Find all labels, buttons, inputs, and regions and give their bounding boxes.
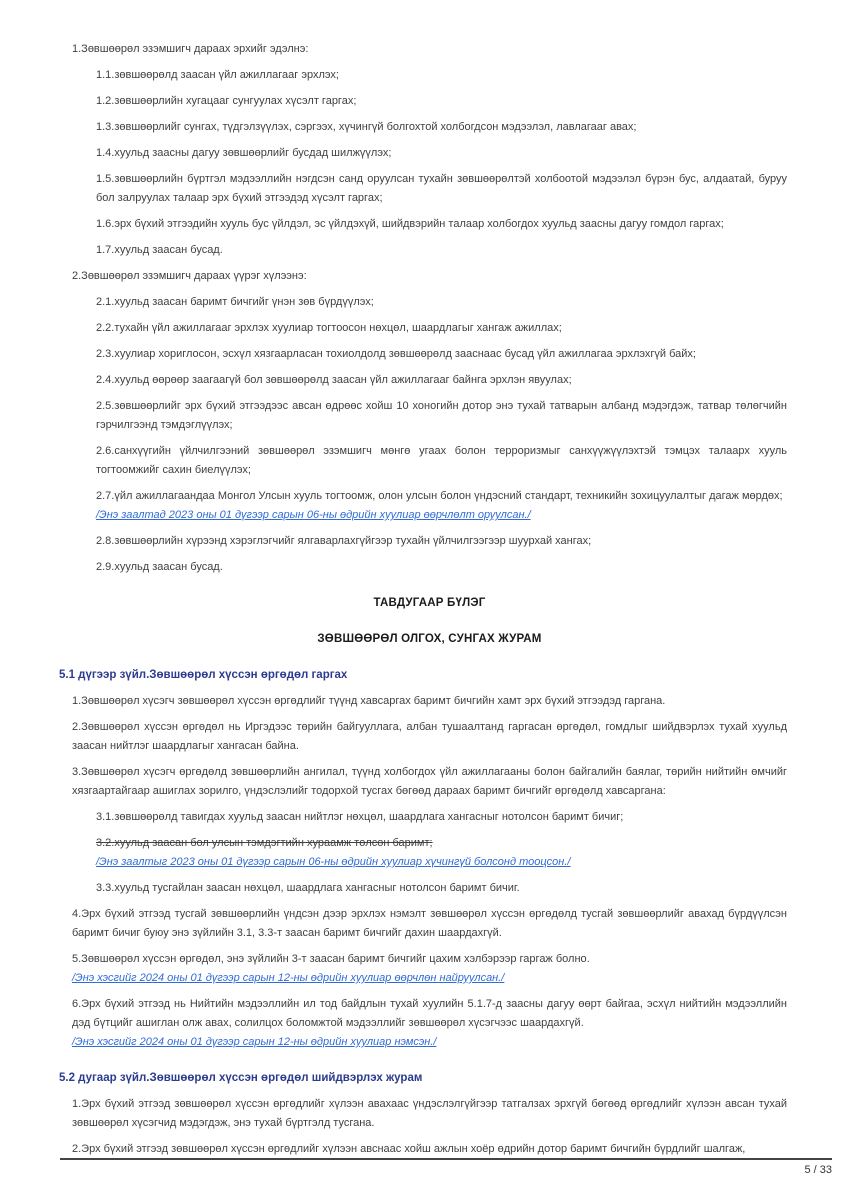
list-item: 2.2.тухайн үйл ажиллагааг эрхлэх хуулиар тогтоосон нөхцөл, шаардлагыг хангаж ажиллах; (96, 322, 562, 334)
amendment-link[interactable]: /Энэ хэсгийг 2024 оны 01 дүгээр сарын 12-ны өдрийн хуулиар нэмсэн./ (72, 1036, 437, 1048)
list-item: 3.1.зөвшөөрөлд тавигдах хуульд заасан нийтлэг нөхцөл, шаардлага хангасныг нотолсон баримт бичиг; (96, 811, 624, 823)
list-item: 1.6.эрх бүхий этгээдийн хууль бус үйлдэл, эс үйлдэхүй, шийдвэрийн талаар холбогдох хуульд заасны дагуу гомдол гаргах; (96, 218, 724, 230)
list-item: 2.5.зөвшөөрлийг эрх бүхий этгээдээс авсан өдрөөс хойш 10 хоногийн дотор энэ тухай татварын албанд мэдэгдэж, татвар төлөгчийн гэрчилгээнд тэмдэглүүлэх; (96, 400, 787, 431)
list-item: 3.3.хуульд тусгайлан заасан нөхцөл, шаардлага хангасныг нотолсон баримт бичиг. (96, 882, 520, 894)
list-item: 2.4.хуульд өөрөөр заагаагүй бол зөвшөөрөлд заасан үйл ажиллагааг байнга эрхлэн явуулах; (96, 374, 572, 386)
paragraph: 4.Эрх бүхий этгээд тусгай зөвшөөрлийн үндсэн дээр эрхлэх нэмэлт зөвшөөрөл хүссэн өргөдөлд тусгай зөвшөөрлийг авахад бүрдүүлсэн баримт бичиг буюу энэ зүйлийн 3.1, 3.3-т заасан баримт бичгийг дахин шаардахгүй. (72, 908, 787, 939)
list-item: 1.7.хуульд заасан бусад. (96, 244, 223, 256)
amendment-link[interactable]: /Энэ заалтад 2023 оны 01 дүгээр сарын 06-ны өдрийн хуулиар өөрчлөлт оруулсан./ (96, 509, 531, 521)
paragraph: 2.Зөвшөөрөл эзэмшигч дараах үүрэг хүлээнэ: (72, 270, 307, 282)
paragraph: 2.Зөвшөөрөл хүссэн өргөдөл нь Иргэдээс төрийн байгууллага, албан тушаалтанд гаргасан өргөдөл, гомдлыг шийдвэрлэх тухай хуульд заасан нийтлэг шаардлагыг хангасан байна. (72, 721, 787, 752)
paragraph: 5.Зөвшөөрөл хүссэн өргөдөл, энэ зүйлийн 3-т заасан баримт бичгийг цахим хэлбэрээр гаргаж болно. (72, 953, 590, 965)
list-item: 1.3.зөвшөөрлийг сунгах, түдгэлзүүлэх, сэргээх, хүчингүй болгохтой холбогдсон мэдээлэл, лавлагааг авах; (96, 121, 637, 133)
list-item: 1.1.зөвшөөрөлд заасан үйл ажиллагааг эрхлэх; (96, 69, 339, 81)
chapter-title: ЗӨВШӨӨРӨЛ ОЛГОХ, СУНГАХ ЖУРАМ (317, 633, 542, 645)
footer-divider (60, 1158, 832, 1160)
list-item: 1.5.зөвшөөрлийн бүртгэл мэдээллийн нэгдсэн санд оруулсан тухайн зөвшөөрөлтэй холбоотой мэдээлэл бүрэн бус, алдаатай, буруу бол залруулах талаар эрх бүхий этгээдэд хүсэлт гаргах; (96, 173, 787, 204)
list-item: 1.2.зөвшөөрлийн хугацааг сунгуулах хүсэлт гаргах; (96, 95, 357, 107)
paragraph: 1.Эрх бүхий этгээд зөвшөөрөл хүссэн өргөдлийг хүлээн авахаас үндэслэлгүйгээр татгалзах эрхгүй бөгөөд өргөдлийг хүлээн авсан тухай зөвшөөрөл хүсэгчид мэдэгдэж, энэ тухай бүртгэлд тусгана. (72, 1098, 787, 1129)
list-item: 2.1.хуульд заасан баримт бичгийг үнэн зөв бүрдүүлэх; (96, 296, 374, 308)
list-item: 2.6.санхүүгийн үйлчилгээний зөвшөөрөл эзэмшигч мөнгө угаах болон терроризмыг санхүүжүүлэхтэй тэмцэх талаарх хууль тогтоомжийг сахин биелүүлэх; (96, 445, 787, 476)
list-item: 1.4.хуульд заасны дагуу зөвшөөрлийг бусдад шилжүүлэх; (96, 147, 392, 159)
list-item: 2.7.үйл ажиллагаандаа Монгол Улсын хууль тогтоомж, олон улсын болон үндэсний стандарт, техникийн зохицуулалтыг дагаж мөрдөх; (96, 490, 783, 502)
paragraph: 6.Эрх бүхий этгээд нь Нийтийн мэдээллийн ил тод байдлын тухай хуулийн 5.1.7-д заасны дагуу өөрт байгаа, эсхүл нийтийн мэдээллийн дэд бүтцийг ашиглан олж авах, солилцох боломжтой мэдээллийг зөвшөөрөл хүсэгчээс шаардахгүй. (72, 998, 787, 1029)
chapter-heading: ТАВДУГААР БҮЛЭГ (373, 597, 486, 609)
amendment-link[interactable]: /Энэ заалтыг 2023 оны 01 дүгээр сарын 06-ны өдрийн хуулиар хүчингүй болсонд тооцсон./ (96, 856, 571, 868)
amendment-link[interactable]: /Энэ хэсгийг 2024 оны 01 дүгээр сарын 12-ны өдрийн хуулиар өөрчлөн найруулсан./ (72, 972, 505, 984)
page-number: 5 / 33 (804, 1164, 832, 1176)
list-item-struck: 3.2.хуульд заасан бол улсын тэмдэгтийн хураамж төлсөн баримт; (96, 837, 433, 849)
document-content (59, 40, 787, 1159)
list-item: 2.9.хуульд заасан бусад. (96, 561, 223, 573)
list-item: 2.8.зөвшөөрлийн хүрээнд хэрэглэгчийг ялгаварлахгүйгээр тухайн үйлчилгээгээр шуурхай хангах; (96, 535, 592, 547)
paragraph: 2.Эрх бүхий этгээд зөвшөөрөл хүссэн өргөдлийг хүлээн авснаас хойш ажлын хоёр өдрийн дотор баримт бичгийн бүрдлийг шалгаж, (72, 1143, 746, 1155)
paragraph: 1.Зөвшөөрөл эзэмшигч дараах эрхийг эдэлнэ: (72, 43, 309, 55)
article-heading: 5.1 дүгээр зүйл.Зөвшөөрөл хүссэн өргөдөл гаргах (59, 669, 348, 681)
paragraph: 3.Зөвшөөрөл хүсэгч өргөдөлд зөвшөөрлийн ангилал, түүнд холбогдох үйл ажиллагааны болон байгалийн баялаг, төрийн нийтийн өмчийг хязгаартайгаар ашиглах зорилго, үндэслэлийг тодорхой тусгах бөгөөд дараах баримт бичгийг өргөдөлд хавсаргана: (72, 766, 787, 797)
list-item: 2.3.хуулиар хориглосон, эсхүл хязгаарласан тохиолдолд зөвшөөрөлд зааснаас бусад үйл ажиллагаа эрхлэхгүй байх; (96, 348, 696, 360)
paragraph: 1.Зөвшөөрөл хүсэгч зөвшөөрөл хүссэн өргөдлийг түүнд хавсаргах баримт бичгийн хамт эрх бүхий этгээдэд гаргана. (72, 695, 666, 707)
article-heading: 5.2 дугаар зүйл.Зөвшөөрөл хүссэн өргөдөл шийдвэрлэх журам (59, 1072, 423, 1084)
